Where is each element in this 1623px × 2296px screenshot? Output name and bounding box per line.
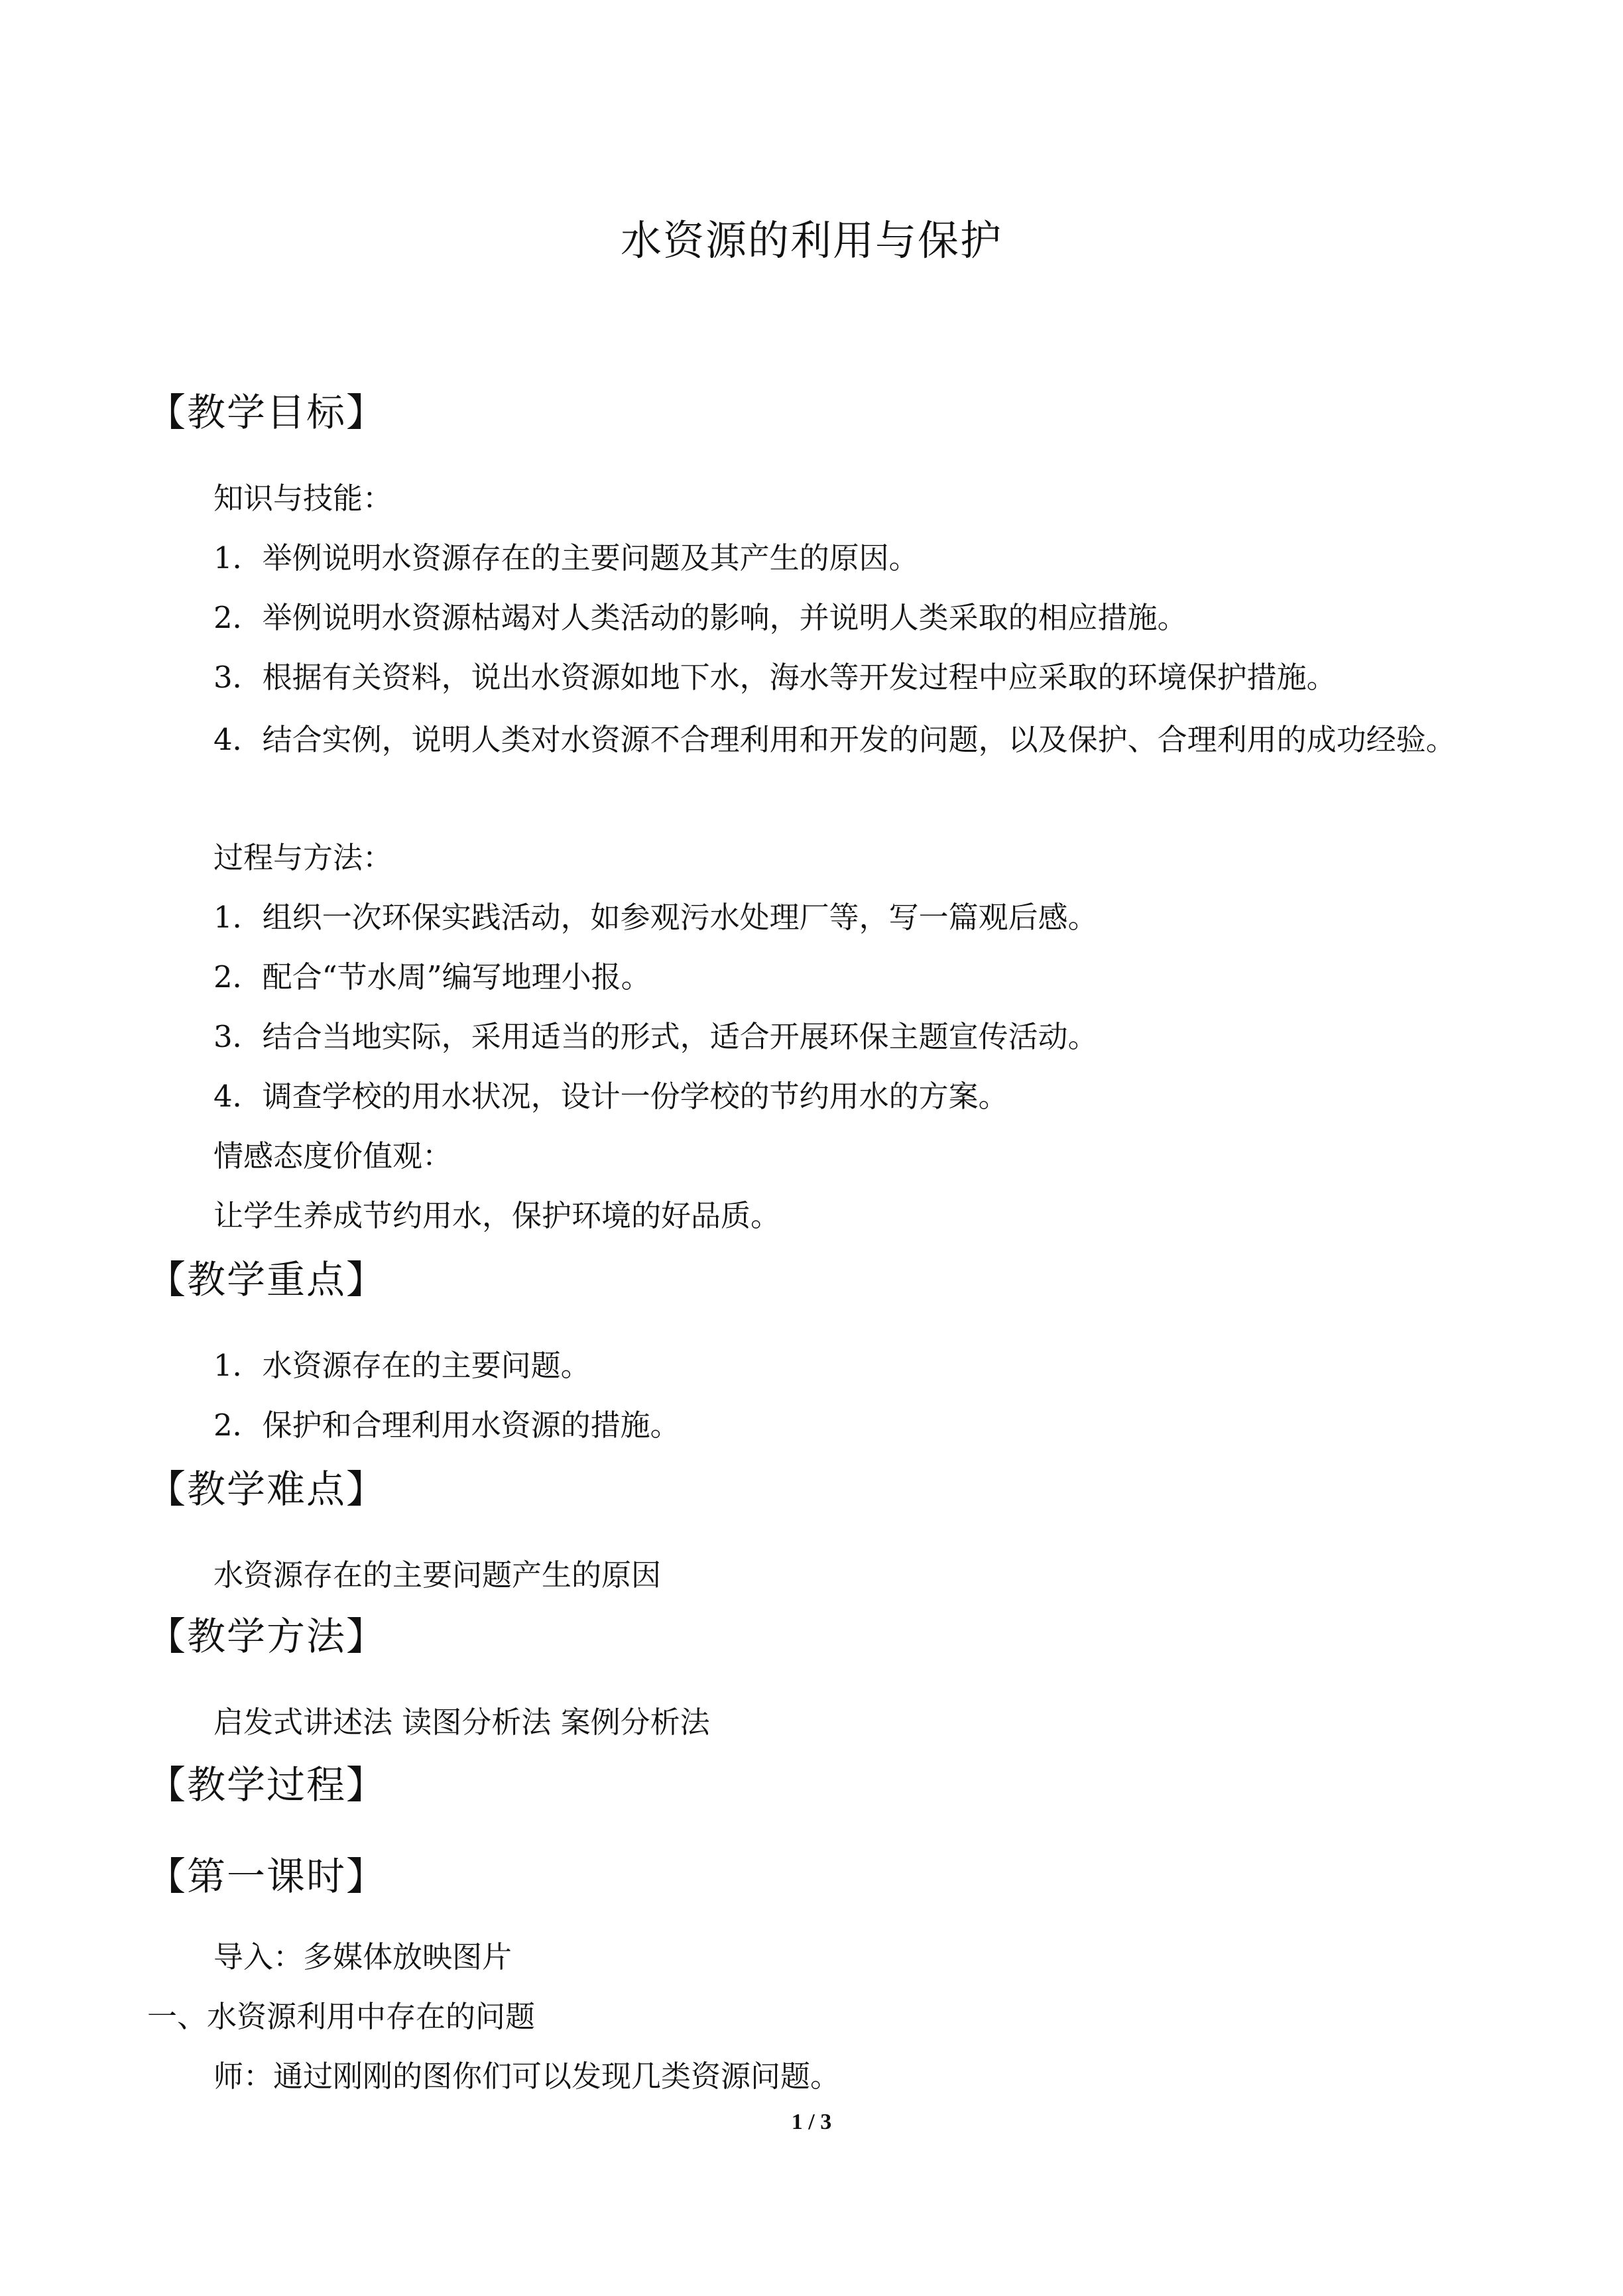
process-item: 4．调查学校的用水状况，设计一份学校的节约用水的方案。 <box>213 1079 1008 1114</box>
knowledge-item: 1．举例说明水资源存在的主要问题及其产生的原因。 <box>213 540 919 575</box>
heading-lesson-one: 【第一课时】 <box>147 1854 387 1899</box>
emotion-label: 情感态度价值观： <box>213 1138 453 1174</box>
process-item: 1．组织一次环保实践活动，如参观污水处理厂等，写一篇观后感。 <box>213 900 1098 935</box>
process-item: 3．结合当地实际，采用适当的形式，适合开展环保主题宣传活动。 <box>213 1019 1098 1054</box>
heading-objectives: 【教学目标】 <box>147 390 387 435</box>
knowledge-item: 4．结合实例，说明人类对水资源不合理利用和开发的问题，以及保护、合理利用的成功经验。 <box>213 722 1456 757</box>
emotion-text: 让学生养成节约用水，保护环境的好品质。 <box>213 1198 781 1233</box>
knowledge-label: 知识与技能： <box>213 481 393 516</box>
heading-difficulty: 【教学难点】 <box>147 1467 387 1512</box>
knowledge-item: 2．举例说明水资源枯竭对人类活动的影响，并说明人类采取的相应措施。 <box>213 600 1187 635</box>
heading-methods: 【教学方法】 <box>147 1614 387 1659</box>
heading-process: 【教学过程】 <box>147 1762 387 1807</box>
intro-text: 导入：多媒体放映图片 <box>213 1939 512 1974</box>
page-indicator: 1 / 3 <box>791 2110 832 2134</box>
process-item: 2．配合“节水周”编写地理小报。 <box>213 959 651 995</box>
teacher-text: 师：通过刚刚的图你们可以发现几类资源问题。 <box>213 2059 841 2094</box>
part-one-title: 一、水资源利用中存在的问题 <box>147 1999 536 2034</box>
keypoint-item: 1．水资源存在的主要问题。 <box>213 1348 591 1383</box>
document-title: 水资源的利用与保护 <box>620 216 1002 265</box>
methods-text: 启发式讲述法 读图分析法 案例分析法 <box>213 1705 710 1740</box>
heading-keypoints: 【教学重点】 <box>147 1257 387 1302</box>
difficulty-text: 水资源存在的主要问题产生的原因 <box>213 1557 662 1593</box>
knowledge-item: 3．根据有关资料，说出水资源如地下水，海水等开发过程中应采取的环境保护措施。 <box>213 660 1337 695</box>
process-label: 过程与方法： <box>213 840 393 875</box>
keypoint-item: 2．保护和合理利用水资源的措施。 <box>213 1408 680 1443</box>
